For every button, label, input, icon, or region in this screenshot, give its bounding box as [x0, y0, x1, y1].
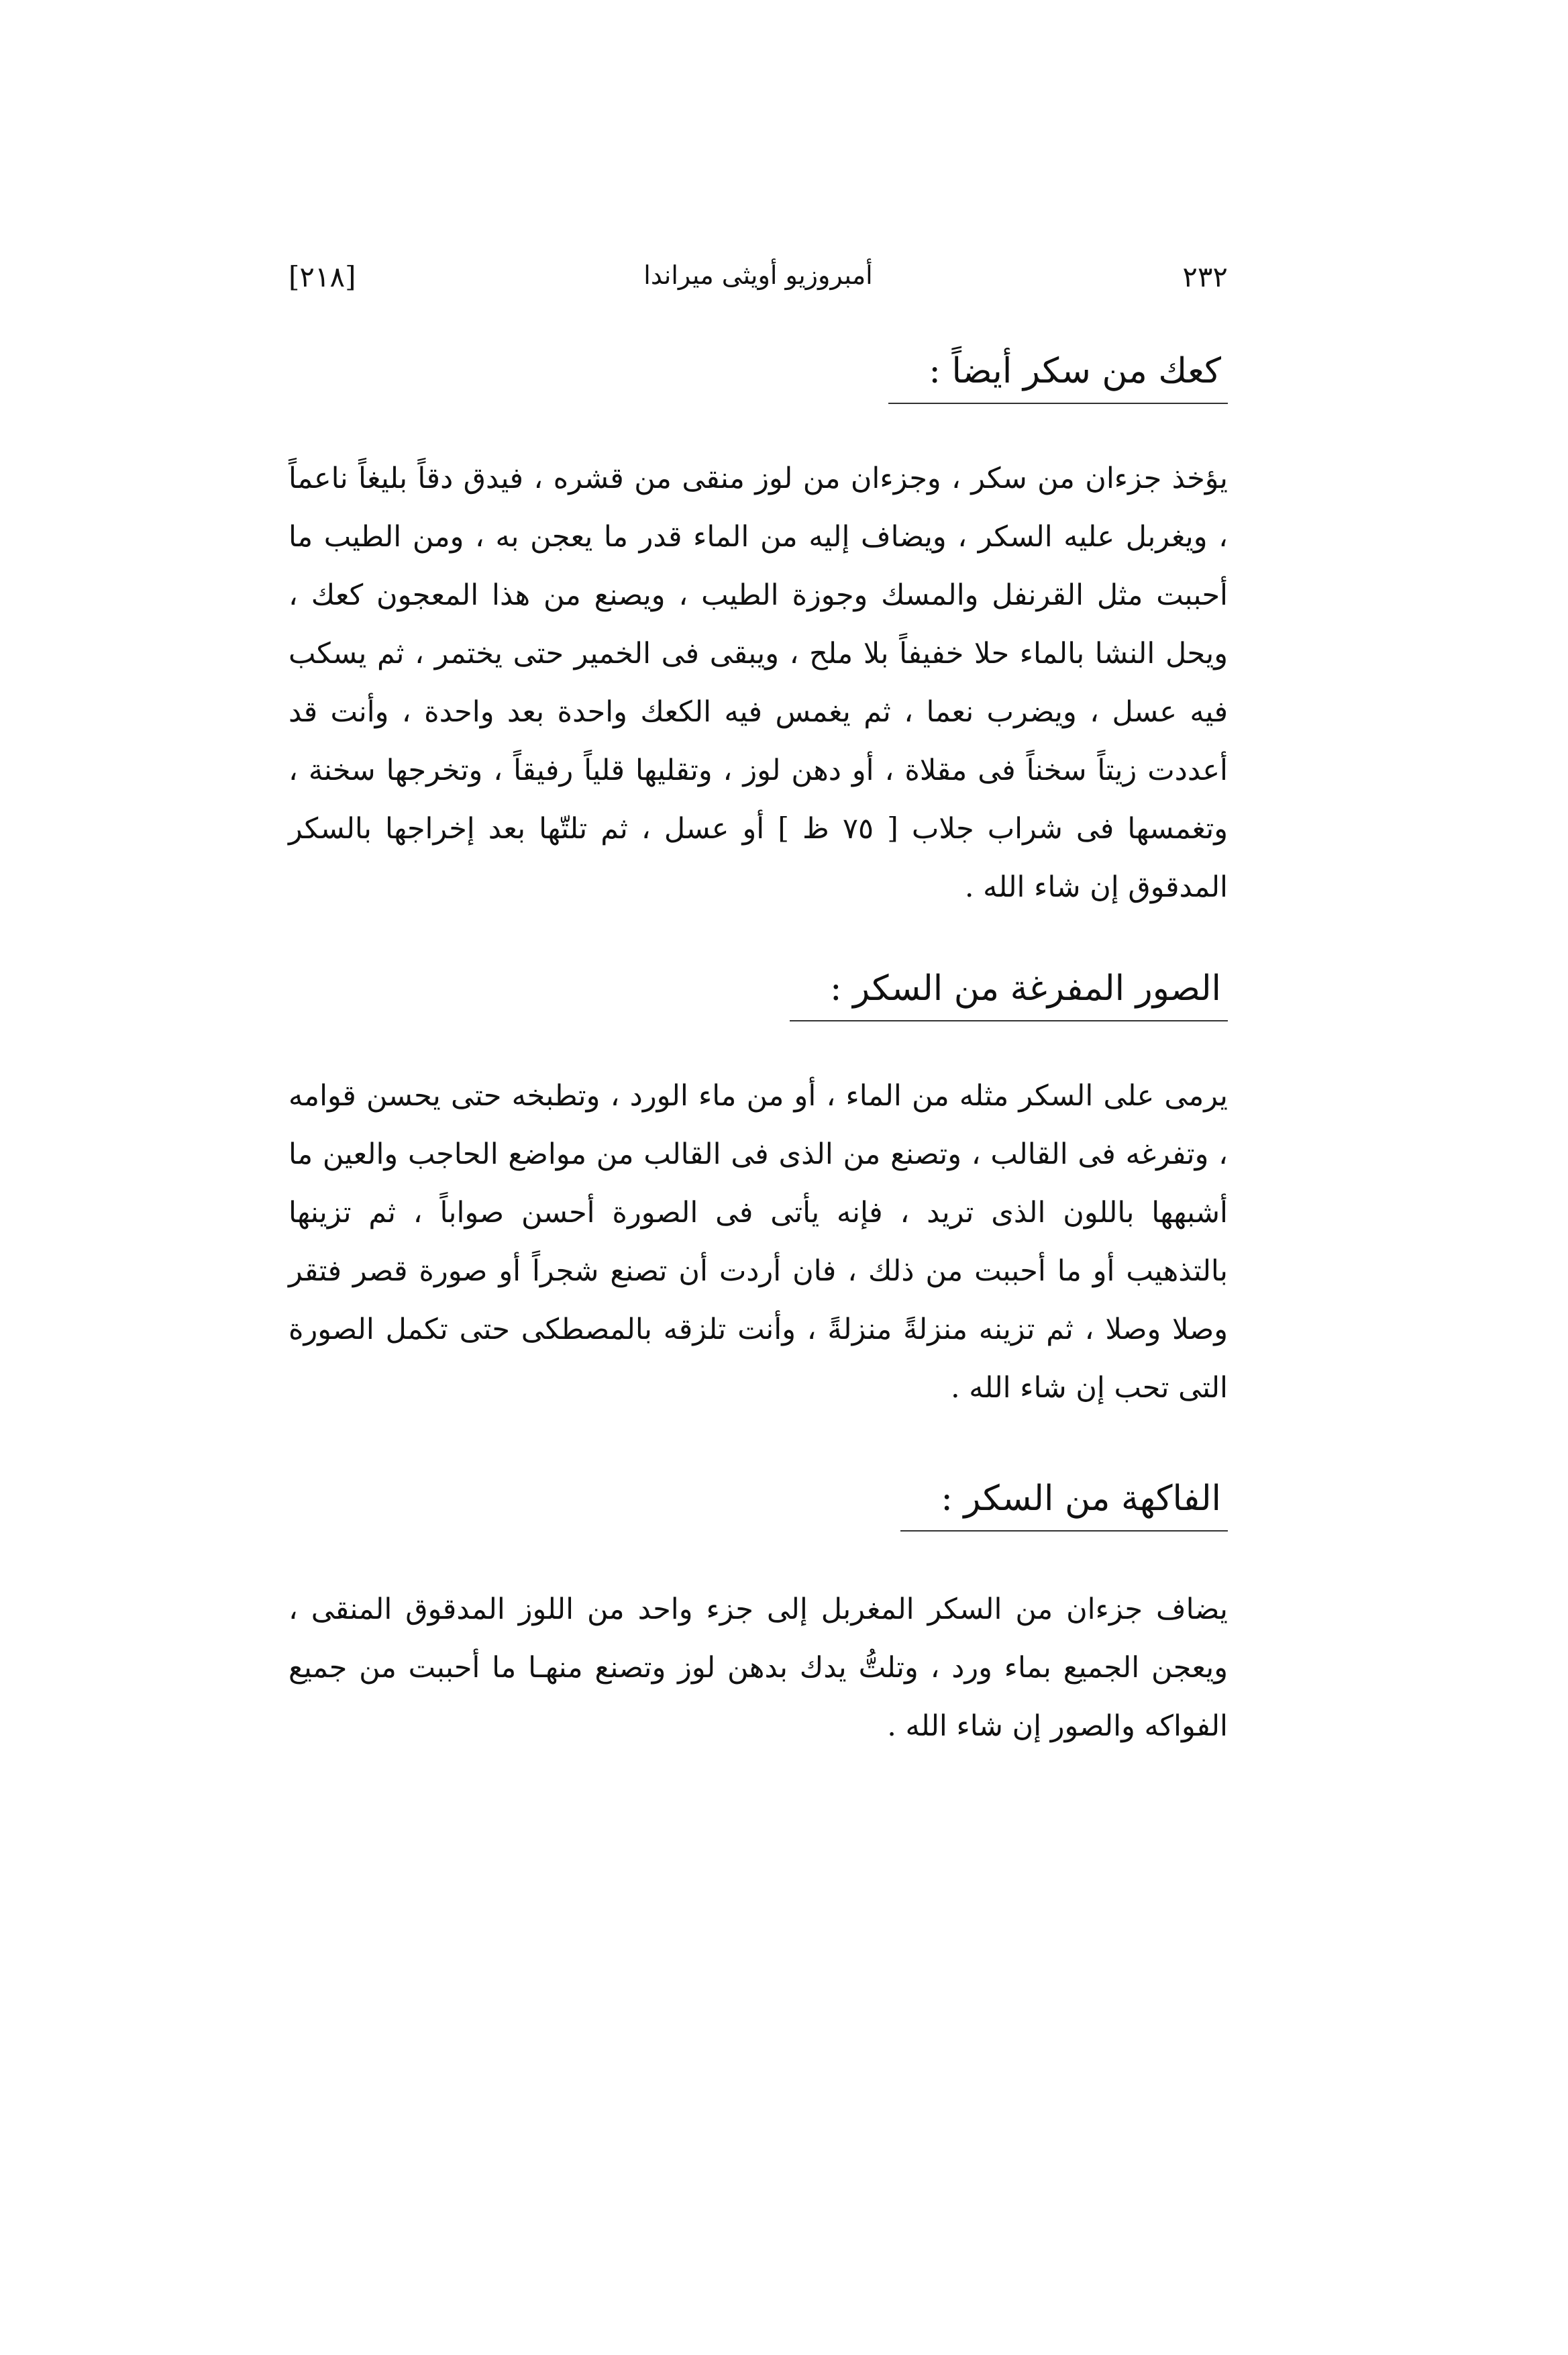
section-heading-container	[289, 349, 1228, 404]
section-heading: الصور المفرغة من السكر :	[790, 966, 1228, 1021]
section-heading: الفاكهة من السكر :	[900, 1476, 1228, 1532]
section-body: يضاف جزءان من السكر المغربل إلى جزء واحد من اللوز المدقوق المنقى ، ويعجن الجميع بماء ورد ، وتلتُّ يدك بدهن لوز وتصنع منهـا ما أحببت من جميع الفواكه والصور إن شاء الله .	[289, 1593, 1228, 1743]
section-heading-container	[289, 1476, 1228, 1532]
book-title: أمبروزيو أويثى ميراندا	[643, 260, 873, 290]
page-number: ٢٣٢	[1182, 260, 1228, 293]
running-head	[289, 260, 1228, 307]
section-heading: كعك من سكر أيضاً :	[888, 349, 1228, 404]
section-heading-container	[289, 966, 1228, 1021]
section-body: يؤخذ جزءان من سكر ، وجزءان من لوز منقى من قشره ، فيدق دقاً بليغاً ناعماً ، ويغربل عليه السكر ، ويضاف إليه من الماء قدر ما يعجن به ، ومن الطيب ما أحببت مثل القرنفل والمسك وجوزة الطيب ، ويصنع من هذا المعجون كعك ، ويحل النشا بالماء حلا خفيفاً بلا ملح ، ويبقى فى الخمير حتى يختمر ، ثم يسكب فيه عسل ، ويضرب نعما ، ثم يغمس فيه الكعك واحدة بعد واحدة ، وأنت قد أعددت زيتاً سخناً فى مقلاة ، أو دهن لوز ، وتقليها قلياً رفيقاً ، وتخرجها سخنة ، وتغمسها فى شراب جلاب [ ٧٥ ظ ] أو عسل ، ثم تلتّها بعد إخراجها بالسكر المدقوق إن شاء الله .	[289, 462, 1228, 904]
original-page-reference: [٢١٨]	[289, 260, 356, 293]
section-body: يرمى على السكر مثله من الماء ، أو من ماء الورد ، وتطبخه حتى يحسن قوامه ، وتفرغه فى القالب ، وتصنع من الذى فى القالب من مواضع الحاجب والعين ما أشبهها باللون الذى تريد ، فإنه يأتى فى الصورة أحسن صواباً ، ثم تزينها بالتذهيب أو ما أحببت من ذلك ، فان أردت أن تصنع شجراً أو صورة قصر فتقر وصلا وصلا ، ثم تزينه منزلةً منزلةً ، وأنت تلزقه بالمصطكى حتى تكمل الصورة التى تحب إن شاء الله .	[289, 1079, 1228, 1405]
